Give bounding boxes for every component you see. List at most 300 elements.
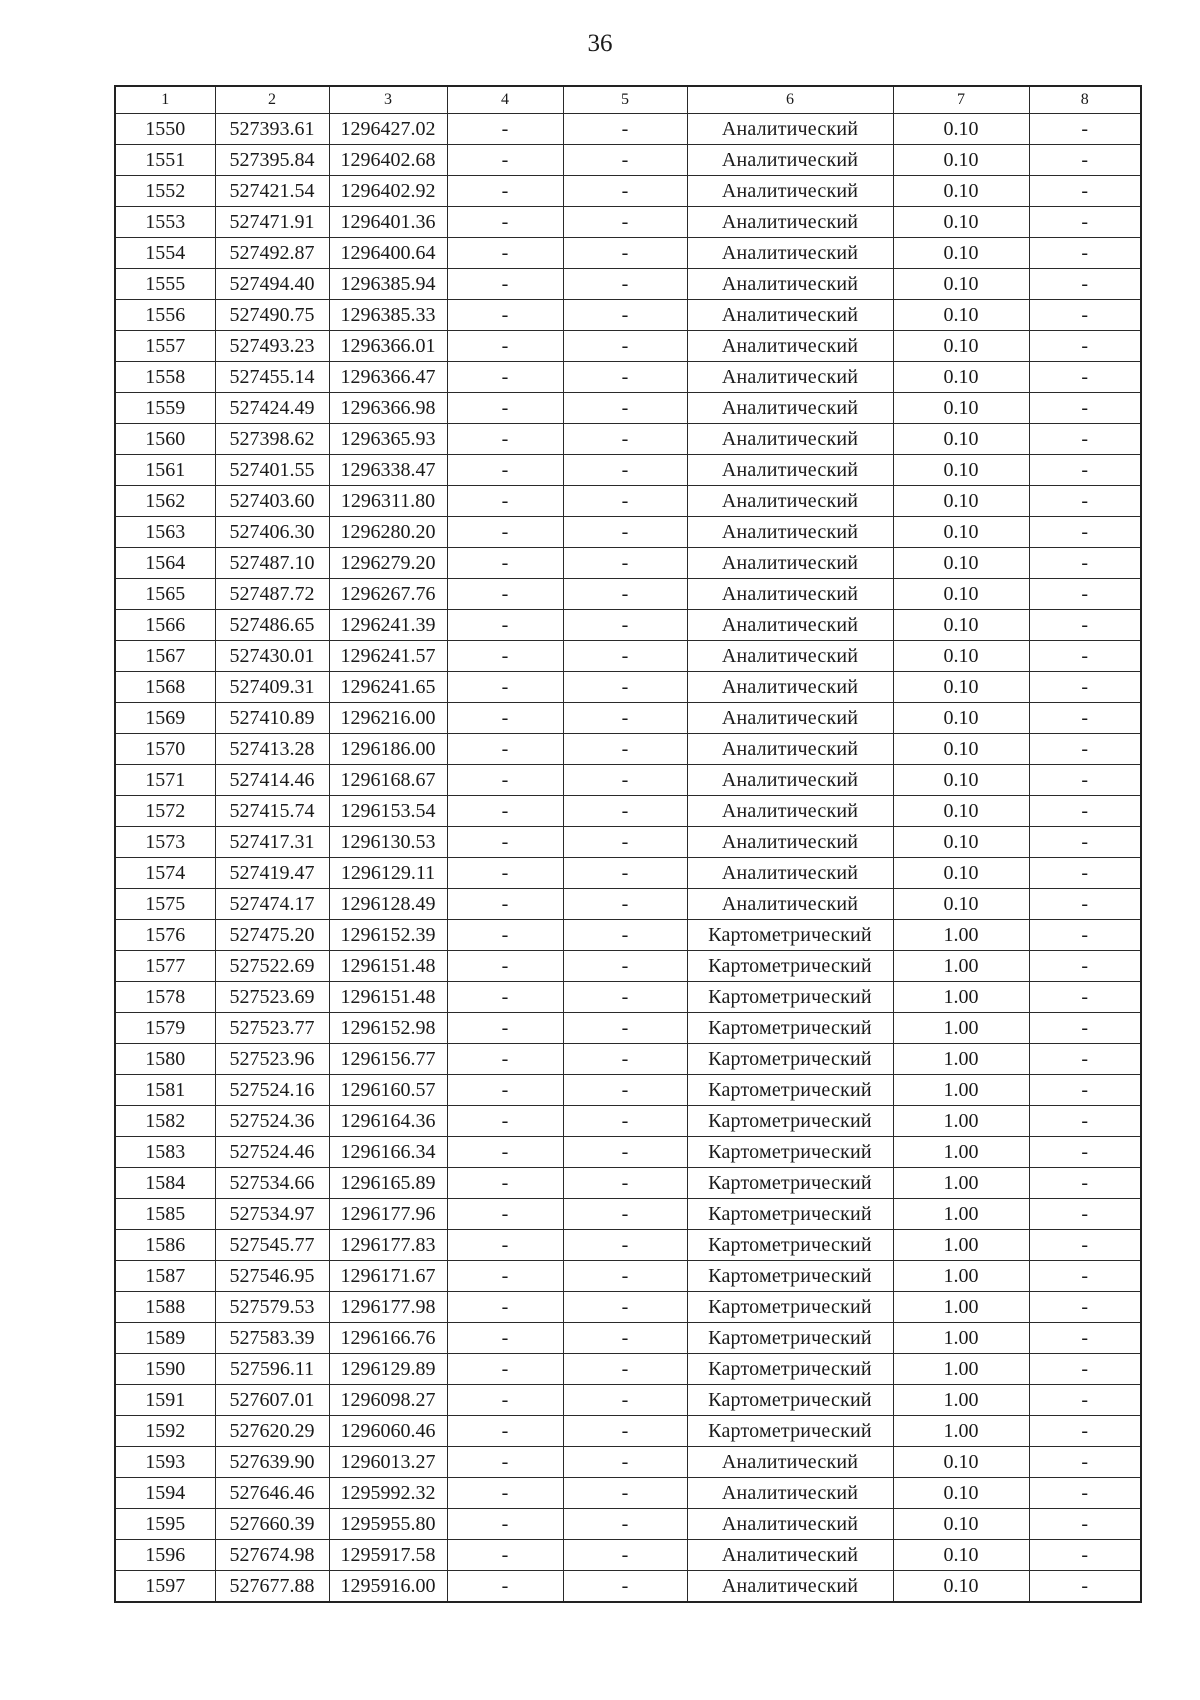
cell-coord-y: 1296366.98	[329, 393, 447, 424]
cell-col-5-value: -	[563, 486, 687, 517]
cell-col-5-value: -	[563, 114, 687, 145]
cell-col-5-value: -	[563, 1323, 687, 1354]
cell-col-4-value: -	[447, 1261, 563, 1292]
cell-method: Аналитический	[687, 672, 893, 703]
cell-col-5-value: -	[563, 207, 687, 238]
cell-point-number: 1586	[115, 1230, 215, 1261]
cell-point-number: 1584	[115, 1168, 215, 1199]
cell-col-4-value: -	[447, 858, 563, 889]
cell-point-number: 1592	[115, 1416, 215, 1447]
cell-point-number: 1576	[115, 920, 215, 951]
cell-coord-y: 1296098.27	[329, 1385, 447, 1416]
page-number: 36	[587, 30, 613, 57]
cell-method: Картометрический	[687, 1323, 893, 1354]
cell-method: Аналитический	[687, 1478, 893, 1509]
cell-col-8-value: -	[1029, 1540, 1141, 1571]
cell-col-8-value: -	[1029, 455, 1141, 486]
cell-col-8-value: -	[1029, 207, 1141, 238]
cell-coord-y: 1296186.00	[329, 734, 447, 765]
cell-col-4-value: -	[447, 1168, 563, 1199]
cell-point-number: 1569	[115, 703, 215, 734]
cell-coord-x: 527406.30	[215, 517, 329, 548]
table-row	[115, 207, 1141, 238]
table-row	[115, 641, 1141, 672]
cell-col-5-value: -	[563, 858, 687, 889]
cell-coord-x: 527490.75	[215, 300, 329, 331]
cell-col-5-value: -	[563, 1044, 687, 1075]
table-row	[115, 610, 1141, 641]
cell-col-8-value: -	[1029, 982, 1141, 1013]
cell-coord-x: 527524.46	[215, 1137, 329, 1168]
cell-method: Аналитический	[687, 331, 893, 362]
cell-col-5-value: -	[563, 424, 687, 455]
cell-col-4-value: -	[447, 672, 563, 703]
cell-coord-y: 1296160.57	[329, 1075, 447, 1106]
cell-coord-x: 527413.28	[215, 734, 329, 765]
cell-coord-x: 527524.36	[215, 1106, 329, 1137]
cell-col-4-value: -	[447, 951, 563, 982]
cell-method: Аналитический	[687, 734, 893, 765]
cell-accuracy: 1.00	[893, 1292, 1029, 1323]
cell-point-number: 1555	[115, 269, 215, 300]
cell-point-number: 1568	[115, 672, 215, 703]
cell-coord-x: 527596.11	[215, 1354, 329, 1385]
table-row	[115, 734, 1141, 765]
table-row	[115, 1323, 1141, 1354]
cell-coord-x: 527660.39	[215, 1509, 329, 1540]
cell-accuracy: 1.00	[893, 1168, 1029, 1199]
cell-accuracy: 0.10	[893, 486, 1029, 517]
cell-point-number: 1561	[115, 455, 215, 486]
cell-accuracy: 0.10	[893, 1571, 1029, 1603]
cell-point-number: 1585	[115, 1199, 215, 1230]
cell-coord-x: 527639.90	[215, 1447, 329, 1478]
cell-col-8-value: -	[1029, 1137, 1141, 1168]
cell-point-number: 1583	[115, 1137, 215, 1168]
cell-col-5-value: -	[563, 362, 687, 393]
cell-accuracy: 1.00	[893, 1230, 1029, 1261]
cell-col-4-value: -	[447, 703, 563, 734]
column-header-3: 3	[329, 86, 447, 114]
cell-accuracy: 1.00	[893, 1261, 1029, 1292]
cell-point-number: 1564	[115, 548, 215, 579]
cell-col-4-value: -	[447, 331, 563, 362]
cell-accuracy: 0.10	[893, 362, 1029, 393]
cell-col-4-value: -	[447, 1230, 563, 1261]
cell-accuracy: 0.10	[893, 114, 1029, 145]
cell-point-number: 1563	[115, 517, 215, 548]
table-row	[115, 827, 1141, 858]
cell-accuracy: 1.00	[893, 1106, 1029, 1137]
cell-accuracy: 1.00	[893, 920, 1029, 951]
cell-accuracy: 0.10	[893, 641, 1029, 672]
cell-col-8-value: -	[1029, 1385, 1141, 1416]
cell-col-4-value: -	[447, 176, 563, 207]
cell-accuracy: 0.10	[893, 610, 1029, 641]
table-row	[115, 1571, 1141, 1603]
cell-coord-y: 1295955.80	[329, 1509, 447, 1540]
cell-coord-x: 527607.01	[215, 1385, 329, 1416]
cell-point-number: 1591	[115, 1385, 215, 1416]
cell-col-4-value: -	[447, 1416, 563, 1447]
column-header-7: 7	[893, 86, 1029, 114]
cell-col-4-value: -	[447, 145, 563, 176]
cell-accuracy: 1.00	[893, 951, 1029, 982]
cell-col-5-value: -	[563, 827, 687, 858]
cell-col-8-value: -	[1029, 765, 1141, 796]
cell-col-4-value: -	[447, 517, 563, 548]
cell-col-8-value: -	[1029, 1199, 1141, 1230]
cell-method: Картометрический	[687, 1416, 893, 1447]
cell-col-5-value: -	[563, 1230, 687, 1261]
table-row	[115, 982, 1141, 1013]
cell-coord-x: 527403.60	[215, 486, 329, 517]
cell-col-4-value: -	[447, 393, 563, 424]
cell-point-number: 1551	[115, 145, 215, 176]
cell-point-number: 1565	[115, 579, 215, 610]
table-row	[115, 1416, 1141, 1447]
cell-method: Аналитический	[687, 703, 893, 734]
cell-coord-x: 527421.54	[215, 176, 329, 207]
cell-point-number: 1567	[115, 641, 215, 672]
cell-col-4-value: -	[447, 1323, 563, 1354]
cell-col-4-value: -	[447, 362, 563, 393]
table-row	[115, 1106, 1141, 1137]
cell-accuracy: 0.10	[893, 1540, 1029, 1571]
cell-method: Аналитический	[687, 269, 893, 300]
cell-accuracy: 1.00	[893, 1137, 1029, 1168]
cell-coord-y: 1296153.54	[329, 796, 447, 827]
cell-accuracy: 0.10	[893, 207, 1029, 238]
column-header-1: 1	[115, 86, 215, 114]
cell-col-4-value: -	[447, 889, 563, 920]
cell-col-4-value: -	[447, 114, 563, 145]
cell-method: Аналитический	[687, 610, 893, 641]
table-row	[115, 858, 1141, 889]
cell-coord-y: 1296400.64	[329, 238, 447, 269]
cell-method: Аналитический	[687, 393, 893, 424]
cell-method: Аналитический	[687, 641, 893, 672]
table-row	[115, 1540, 1141, 1571]
cell-col-5-value: -	[563, 1416, 687, 1447]
cell-coord-x: 527409.31	[215, 672, 329, 703]
table-row	[115, 548, 1141, 579]
cell-coord-y: 1296401.36	[329, 207, 447, 238]
cell-coord-y: 1296130.53	[329, 827, 447, 858]
cell-col-5-value: -	[563, 672, 687, 703]
cell-col-5-value: -	[563, 455, 687, 486]
cell-method: Аналитический	[687, 858, 893, 889]
table-row	[115, 1013, 1141, 1044]
cell-col-5-value: -	[563, 1199, 687, 1230]
cell-coord-x: 527534.66	[215, 1168, 329, 1199]
table-row	[115, 424, 1141, 455]
cell-col-4-value: -	[447, 579, 563, 610]
cell-coord-y: 1296267.76	[329, 579, 447, 610]
cell-coord-y: 1296311.80	[329, 486, 447, 517]
cell-coord-y: 1296366.47	[329, 362, 447, 393]
cell-coord-x: 527419.47	[215, 858, 329, 889]
cell-col-8-value: -	[1029, 362, 1141, 393]
cell-coord-y: 1296280.20	[329, 517, 447, 548]
cell-accuracy: 1.00	[893, 1416, 1029, 1447]
cell-coord-x: 527534.97	[215, 1199, 329, 1230]
cell-col-8-value: -	[1029, 858, 1141, 889]
cell-coord-x: 527414.46	[215, 765, 329, 796]
cell-coord-x: 527395.84	[215, 145, 329, 176]
cell-coord-x: 527546.95	[215, 1261, 329, 1292]
cell-coord-y: 1296241.57	[329, 641, 447, 672]
cell-col-4-value: -	[447, 455, 563, 486]
cell-col-4-value: -	[447, 1106, 563, 1137]
cell-accuracy: 0.10	[893, 796, 1029, 827]
cell-accuracy: 0.10	[893, 734, 1029, 765]
cell-col-4-value: -	[447, 641, 563, 672]
cell-point-number: 1578	[115, 982, 215, 1013]
cell-method: Картометрический	[687, 1354, 893, 1385]
cell-coord-x: 527487.72	[215, 579, 329, 610]
cell-col-8-value: -	[1029, 1571, 1141, 1603]
cell-accuracy: 0.10	[893, 1447, 1029, 1478]
cell-col-4-value: -	[447, 1044, 563, 1075]
cell-accuracy: 0.10	[893, 827, 1029, 858]
cell-col-5-value: -	[563, 300, 687, 331]
table-row	[115, 269, 1141, 300]
cell-method: Картометрический	[687, 920, 893, 951]
cell-col-8-value: -	[1029, 145, 1141, 176]
cell-point-number: 1552	[115, 176, 215, 207]
cell-coord-y: 1296365.93	[329, 424, 447, 455]
cell-coord-x: 527524.16	[215, 1075, 329, 1106]
cell-method: Аналитический	[687, 455, 893, 486]
cell-method: Аналитический	[687, 300, 893, 331]
cell-method: Картометрический	[687, 1292, 893, 1323]
cell-accuracy: 0.10	[893, 579, 1029, 610]
cell-col-4-value: -	[447, 1447, 563, 1478]
cell-col-8-value: -	[1029, 1447, 1141, 1478]
cell-coord-y: 1296427.02	[329, 114, 447, 145]
cell-col-8-value: -	[1029, 424, 1141, 455]
cell-col-5-value: -	[563, 765, 687, 796]
table-row	[115, 920, 1141, 951]
table-row	[115, 145, 1141, 176]
cell-col-8-value: -	[1029, 951, 1141, 982]
cell-coord-y: 1296338.47	[329, 455, 447, 486]
cell-point-number: 1557	[115, 331, 215, 362]
cell-point-number: 1559	[115, 393, 215, 424]
cell-method: Аналитический	[687, 486, 893, 517]
table-row	[115, 1292, 1141, 1323]
table-row	[115, 362, 1141, 393]
cell-method: Аналитический	[687, 765, 893, 796]
cell-accuracy: 0.10	[893, 176, 1029, 207]
cell-col-5-value: -	[563, 889, 687, 920]
table-header-row	[115, 86, 1141, 114]
cell-col-4-value: -	[447, 1013, 563, 1044]
cell-point-number: 1594	[115, 1478, 215, 1509]
cell-col-5-value: -	[563, 982, 687, 1013]
table-row	[115, 114, 1141, 145]
cell-method: Аналитический	[687, 424, 893, 455]
cell-col-4-value: -	[447, 982, 563, 1013]
cell-coord-y: 1296151.48	[329, 951, 447, 982]
cell-coord-y: 1296060.46	[329, 1416, 447, 1447]
cell-point-number: 1554	[115, 238, 215, 269]
cell-col-5-value: -	[563, 951, 687, 982]
cell-col-5-value: -	[563, 1292, 687, 1323]
cell-coord-y: 1296152.98	[329, 1013, 447, 1044]
cell-accuracy: 0.10	[893, 517, 1029, 548]
cell-col-4-value: -	[447, 548, 563, 579]
cell-coord-y: 1296402.92	[329, 176, 447, 207]
cell-col-4-value: -	[447, 765, 563, 796]
cell-method: Аналитический	[687, 579, 893, 610]
cell-coord-y: 1296216.00	[329, 703, 447, 734]
cell-point-number: 1562	[115, 486, 215, 517]
cell-point-number: 1580	[115, 1044, 215, 1075]
cell-col-8-value: -	[1029, 1323, 1141, 1354]
cell-point-number: 1597	[115, 1571, 215, 1603]
cell-method: Аналитический	[687, 238, 893, 269]
table-body	[115, 114, 1141, 1603]
table-row	[115, 1261, 1141, 1292]
cell-col-8-value: -	[1029, 1261, 1141, 1292]
cell-col-4-value: -	[447, 486, 563, 517]
cell-coord-y: 1296164.36	[329, 1106, 447, 1137]
cell-coord-y: 1296166.34	[329, 1137, 447, 1168]
cell-coord-x: 527415.74	[215, 796, 329, 827]
table-row	[115, 1168, 1141, 1199]
cell-accuracy: 1.00	[893, 1013, 1029, 1044]
cell-accuracy: 0.10	[893, 455, 1029, 486]
cell-coord-x: 527424.49	[215, 393, 329, 424]
cell-col-8-value: -	[1029, 1106, 1141, 1137]
cell-coord-x: 527410.89	[215, 703, 329, 734]
cell-point-number: 1553	[115, 207, 215, 238]
cell-method: Картометрический	[687, 1013, 893, 1044]
cell-coord-y: 1296177.98	[329, 1292, 447, 1323]
cell-point-number: 1582	[115, 1106, 215, 1137]
cell-accuracy: 0.10	[893, 393, 1029, 424]
cell-method: Картометрический	[687, 1230, 893, 1261]
cell-point-number: 1574	[115, 858, 215, 889]
cell-point-number: 1571	[115, 765, 215, 796]
cell-coord-x: 527493.23	[215, 331, 329, 362]
cell-col-4-value: -	[447, 734, 563, 765]
cell-col-5-value: -	[563, 331, 687, 362]
cell-col-8-value: -	[1029, 672, 1141, 703]
cell-accuracy: 0.10	[893, 145, 1029, 176]
cell-method: Картометрический	[687, 1137, 893, 1168]
cell-col-4-value: -	[447, 827, 563, 858]
table-row	[115, 951, 1141, 982]
cell-coord-y: 1296279.20	[329, 548, 447, 579]
cell-coord-x: 527583.39	[215, 1323, 329, 1354]
table-row	[115, 1447, 1141, 1478]
cell-method: Аналитический	[687, 889, 893, 920]
cell-coord-y: 1296171.67	[329, 1261, 447, 1292]
cell-col-5-value: -	[563, 548, 687, 579]
cell-coord-x: 527393.61	[215, 114, 329, 145]
table-row	[115, 300, 1141, 331]
cell-accuracy: 0.10	[893, 1509, 1029, 1540]
cell-accuracy: 0.10	[893, 548, 1029, 579]
cell-coord-y: 1296402.68	[329, 145, 447, 176]
cell-col-4-value: -	[447, 1571, 563, 1603]
cell-coord-x: 527674.98	[215, 1540, 329, 1571]
cell-col-4-value: -	[447, 1385, 563, 1416]
cell-method: Аналитический	[687, 1509, 893, 1540]
cell-coord-x: 527486.65	[215, 610, 329, 641]
table-row	[115, 517, 1141, 548]
cell-method: Картометрический	[687, 982, 893, 1013]
cell-col-4-value: -	[447, 1075, 563, 1106]
cell-coord-y: 1296168.67	[329, 765, 447, 796]
cell-method: Аналитический	[687, 827, 893, 858]
table-row	[115, 579, 1141, 610]
cell-coord-y: 1296151.48	[329, 982, 447, 1013]
cell-accuracy: 1.00	[893, 1354, 1029, 1385]
cell-col-8-value: -	[1029, 1044, 1141, 1075]
cell-method: Картометрический	[687, 951, 893, 982]
cell-coord-x: 527430.01	[215, 641, 329, 672]
cell-col-4-value: -	[447, 1478, 563, 1509]
cell-col-5-value: -	[563, 579, 687, 610]
cell-accuracy: 0.10	[893, 300, 1029, 331]
cell-point-number: 1550	[115, 114, 215, 145]
cell-col-4-value: -	[447, 1199, 563, 1230]
cell-accuracy: 0.10	[893, 858, 1029, 889]
cell-col-4-value: -	[447, 300, 563, 331]
cell-col-4-value: -	[447, 238, 563, 269]
cell-col-5-value: -	[563, 734, 687, 765]
cell-method: Картометрический	[687, 1385, 893, 1416]
cell-col-8-value: -	[1029, 238, 1141, 269]
column-header-8: 8	[1029, 86, 1141, 114]
cell-coord-x: 527401.55	[215, 455, 329, 486]
cell-point-number: 1579	[115, 1013, 215, 1044]
cell-coord-x: 527492.87	[215, 238, 329, 269]
cell-coord-y: 1295992.32	[329, 1478, 447, 1509]
cell-col-5-value: -	[563, 517, 687, 548]
column-header-2: 2	[215, 86, 329, 114]
cell-col-4-value: -	[447, 920, 563, 951]
cell-method: Аналитический	[687, 1447, 893, 1478]
table-row	[115, 1075, 1141, 1106]
cell-coord-x: 527677.88	[215, 1571, 329, 1603]
cell-method: Аналитический	[687, 145, 893, 176]
cell-coord-x: 527474.17	[215, 889, 329, 920]
cell-col-4-value: -	[447, 207, 563, 238]
cell-point-number: 1593	[115, 1447, 215, 1478]
cell-point-number: 1566	[115, 610, 215, 641]
cell-method: Картометрический	[687, 1261, 893, 1292]
table-row	[115, 1509, 1141, 1540]
cell-accuracy: 0.10	[893, 672, 1029, 703]
cell-point-number: 1577	[115, 951, 215, 982]
cell-coord-y: 1296177.96	[329, 1199, 447, 1230]
cell-col-8-value: -	[1029, 796, 1141, 827]
cell-coord-y: 1296129.89	[329, 1354, 447, 1385]
cell-col-8-value: -	[1029, 1416, 1141, 1447]
cell-accuracy: 0.10	[893, 889, 1029, 920]
table-row	[115, 1199, 1141, 1230]
cell-col-8-value: -	[1029, 269, 1141, 300]
cell-coord-x: 527522.69	[215, 951, 329, 982]
cell-coord-y: 1296152.39	[329, 920, 447, 951]
cell-col-5-value: -	[563, 145, 687, 176]
cell-col-8-value: -	[1029, 920, 1141, 951]
